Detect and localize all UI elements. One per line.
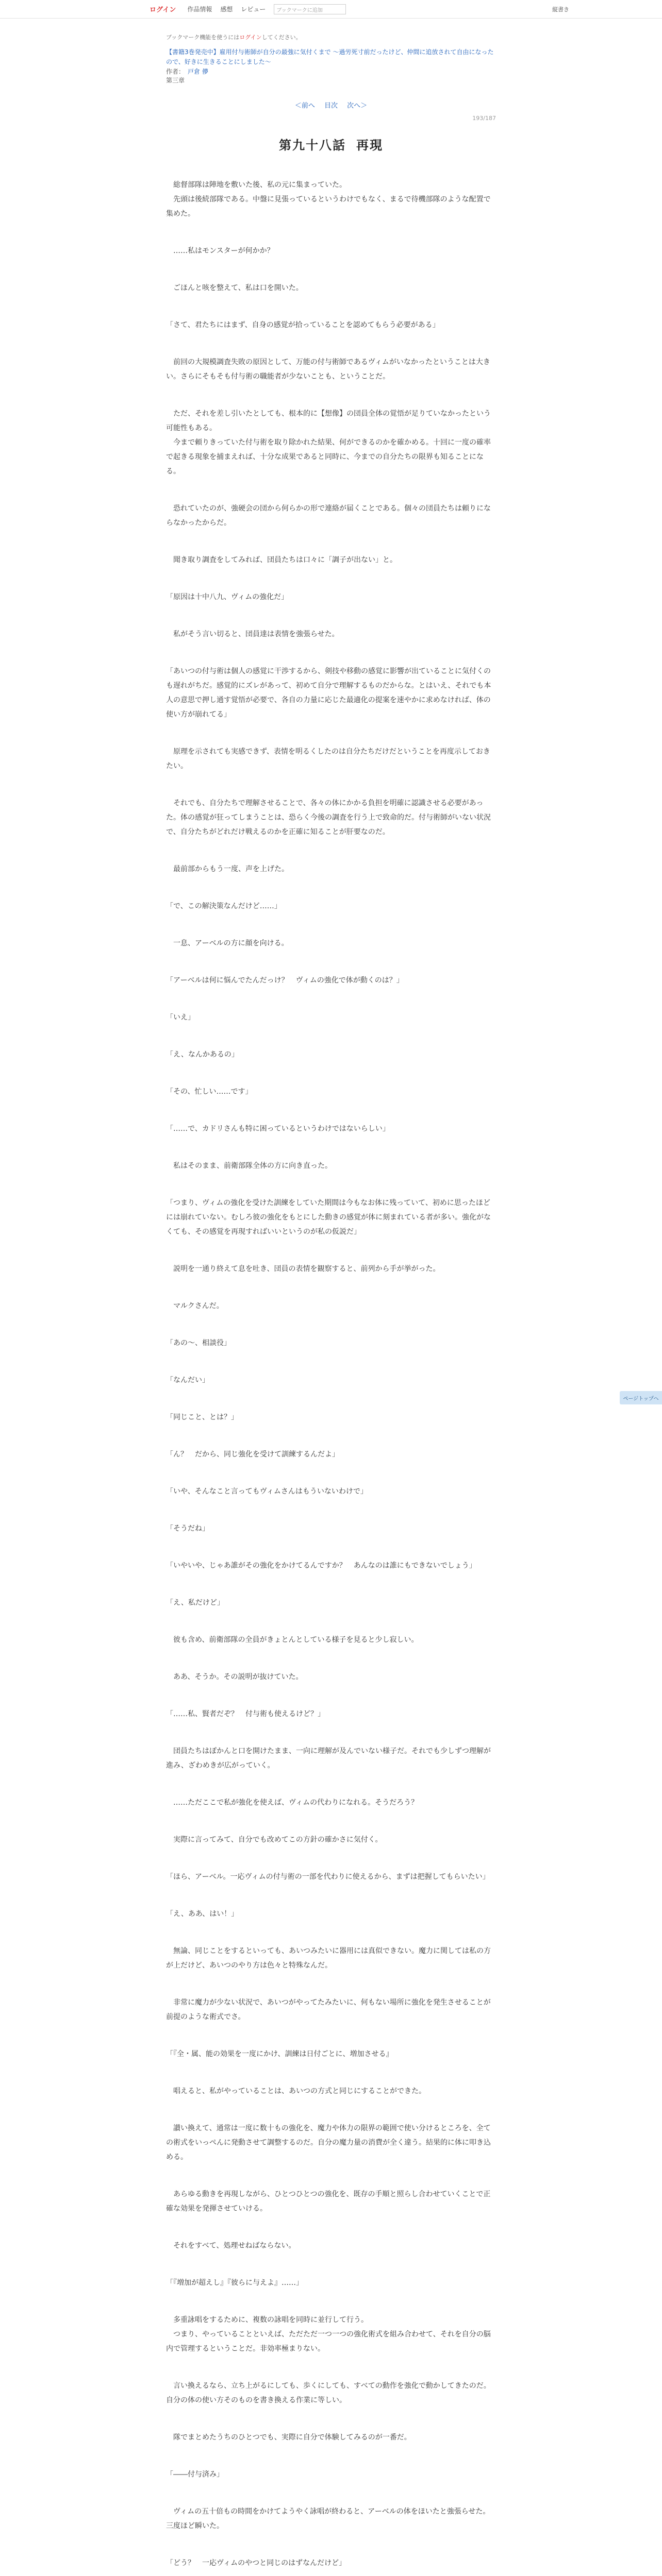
novel-paragraph: 「……私、賢者だぞ？ 付与術も使えるけど？」 xyxy=(166,1710,325,1719)
novel-paragraph: 「いえ」 xyxy=(166,1013,195,1022)
chapter-name: 再現 xyxy=(356,138,383,153)
next-link[interactable]: 次へ＞ xyxy=(347,102,368,110)
novel-paragraph: 説明を一通り終えて息を吐き、団員の表情を観察すると、前列から手が挙がった。 xyxy=(166,1265,440,1274)
novel-paragraph: 「その、忙しい……です」 xyxy=(166,1088,253,1096)
novel-paragraph: 原理を示されても実感できず、表情を明るくしたのは自分たちだけだということを再度示しておきたい。 xyxy=(166,748,490,771)
chapter-title xyxy=(166,135,496,153)
novel-paragraph: 「――付与済み」 xyxy=(166,2470,224,2479)
author-label: 作者： xyxy=(166,68,185,76)
novel-paragraph: それでも、自分たちで理解させることで、各々の体にかかる負担を明確に認識させる必要があった。体の感覚が狂ってしまうことは、恐らく今後の調査を行う上で致命的だ。付与術師がいない状況で、自分たちがどれだけ戦えるのかを正確に知ることが肝要なのだ。 xyxy=(166,799,491,837)
pager-top xyxy=(166,100,496,110)
novel-paragraph: 私はそのまま、前衛部隊全体の方に向き直った。 xyxy=(166,1162,332,1171)
novel-paragraph: それをすべて、処理せねばならない。 xyxy=(166,2242,296,2250)
main-content xyxy=(166,19,496,2576)
novel-paragraph: 「原因は十中八九、ヴィムの強化だ」 xyxy=(166,593,289,602)
novel-paragraph: 讃い換えて、通常は一度に数十もの強化を、魔力や体力の限界の範囲で使い分けるところを、全ての術式をいっぺんに発動させて調整するのだ。自分の魔力量の消費が全く違う。結果的に体に叩き込める。 xyxy=(166,2124,491,2162)
author-link[interactable]: 戸倉 儚 xyxy=(188,68,208,76)
notice-login-link[interactable]: ログイン xyxy=(239,34,262,41)
prev-link[interactable]: ＜前へ xyxy=(294,102,315,110)
novel-paragraph: 「いやいや、じゃあ誰がその強化をかけてるんですか？ あんなのは誰にもできないでしょう」 xyxy=(166,1562,476,1570)
novel-paragraph: 「さて、君たちにはまず、自身の感覚が拾っていることを認めてもらう必要がある」 xyxy=(166,321,440,330)
novel-paragraph: 彼も含め、前衛部隊の全員がきょとんとしている様子を見ると少し寂しい。 xyxy=(166,1636,419,1645)
novel-paragraph: 「え、なんかあるの」 xyxy=(166,1050,239,1059)
series-title[interactable]: 【書籍3巻発売中】雇用付与術師が自分の最強に気付くまで 〜過労死寸前だったけど、仲間に追放されて自由になったので、好きに生きることにしました〜 xyxy=(166,48,494,66)
novel-paragraph: 「あの～、相談役」 xyxy=(166,1339,231,1348)
novel-paragraph: ……私はモンスターが何かか？ xyxy=(166,247,274,256)
novel-paragraph: 団員たちはぽかんと口を開けたまま、一向に理解が及んでいない様子だ。それでも少しずつ理解が進み、ざわめきが広がっていく。 xyxy=(166,1747,491,1770)
novel-paragraph: 「アーベルは何に悩んでたんだっけ？ ヴィムの強化で体が動くのは？」 xyxy=(166,976,404,985)
novel-paragraph: 「いや、そんなこと言ってもヴィムさんはもういないわけで」 xyxy=(166,1487,368,1496)
novel-paragraph: 言い換えるなら、立ち上がるにしても、歩くにしても、すべての動作を強化で動かしてきたのだ。自分の体の使い方そのものを書き換える作業に等しい。 xyxy=(166,2382,491,2405)
novel-paragraph: 聞き取り調査をしてみれば、団員たちは口々に「調子が出ない」と。 xyxy=(166,556,397,565)
novel-paragraph: ああ、そうか。その説明が抜けていた。 xyxy=(166,1673,303,1682)
novel-paragraph: 「どう？ 一応ヴィムのやつと同じのはずなんだけど」 xyxy=(166,2559,346,2568)
novel-paragraph: 前回の大規模調査失敗の原因として、万能の付与術師であるヴィムがいなかったということは大きい。さらにそもそも付与術の職能者が少ないことも、ということだ。 xyxy=(166,358,490,381)
top-nav-bar xyxy=(0,0,662,19)
nav-reviews[interactable]: レビュー xyxy=(241,6,266,13)
novel-paragraph: ごほんと咳を整えて、私は口を開いた。 xyxy=(166,284,303,293)
novel-paragraph: 「『全・属、能の効果を一度にかけ、訓練は日付ごとに、増加させる』 xyxy=(166,2050,393,2059)
novel-paragraph: 「つまり、ヴィムの強化を受けた訓練をしていた期間は今もなお体に残っていて、初めに思ったほどには崩れていない。むしろ彼の強化をもとにした動きの感覚が体に刻まれている者が多い。強化がなくても、その感覚を再現すればいいというのが私の仮説だ」 xyxy=(166,1199,491,1236)
novel-paragraph: 実際に言ってみて、自分でも改めてこの方針の確かさに気付く。 xyxy=(166,1836,383,1844)
chapter-number: 第九十八話 xyxy=(279,138,346,153)
novel-paragraph: 多重詠唱をするために、複数の詠唱を同時に並行して行う。 つまり、やっていることといえば、ただただ一つ一つの強化術式を組み合わせて、それを自分の脳内で管理するということだ。非効率極まりない。 xyxy=(166,2316,491,2353)
bookmark-add-box[interactable]: ブックマークに追加 xyxy=(274,4,346,14)
login-link[interactable]: ログイン xyxy=(150,6,176,14)
novel-paragraph: 総督部隊は陣地を敷いた後、私の元に集まっていた。 先頭は後続部隊である。中盤に見張っているというわけでもなく、まるで待機部隊のような配置で集めた。 xyxy=(166,181,491,218)
novel-paragraph: ただ、それを差し引いたとしても、根本的に【想像】の団員全体の覚悟が足りていなかったという可能性もある。 今まで頼りきっていた付与術を取り除かれた結果、何ができるのかを確かめる。十回に一度の確率で起きる現象を捕まえれば、十分な成果であると同時に、今までの自分たちの限界も知ることになる。 xyxy=(166,410,491,476)
novel-paragraph: 一息、アーベルの方に顔を向ける。 xyxy=(166,939,289,948)
vertical-reading-toggle[interactable]: 縦書き xyxy=(552,6,569,13)
novel-paragraph: 隊でまとめたうちのひとつでも、実際に自分で体験してみるのが一番だ。 xyxy=(166,2433,411,2442)
novel-paragraph: 「あいつの付与術は個人の感覚に干渉するから、剣技や移動の感覚に影響が出ていることに気付くのも遅れがちだ。感覚的にズレがあって、初めて自分で理解するものだからな。とはいえ、それでも本人の意思で押し通す覚悟が必要で、各自の力量に応じた最適化の提案を速やかに求めなければ、体の使い方が崩れてる」 xyxy=(166,667,491,719)
bookmark-notice xyxy=(166,19,496,47)
novel-paragraph: 「『増加が超えし』『彼らに与えよ』……」 xyxy=(166,2279,303,2287)
episode-count: 193/187 xyxy=(472,115,496,122)
novel-paragraph: 「え、ああ、はい！」 xyxy=(166,1910,239,1919)
novel-paragraph: 「え、私だけど」 xyxy=(166,1599,224,1607)
novel-paragraph: 「ほら、アーベル。一応ヴィムの付与術の一部を代わりに使えるから、まずは把握してもらいたい」 xyxy=(166,1873,490,1882)
novel-paragraph: 無論、同じことをするといっても、あいつみたいに器用には真似できない。魔力に関しては私の方が上だけど、あいつのやり方は色々と特殊なんだ。 xyxy=(166,1947,491,1970)
novel-paragraph: 最前部からもう一度、声を上げた。 xyxy=(166,865,289,874)
nav-work-info[interactable]: 作品情報 xyxy=(187,6,212,13)
novel-paragraph: ヴィムの五十倍もの時間をかけてようやく詠唱が終わると、アーベルの体をほいたと強張らせた。三度ほど瞬いた。 xyxy=(166,2507,490,2531)
novel-paragraph: あらゆる動きを再現しながら、ひとつひとつの強化を、既存の手順と照らし合わせていくことで正確な効果を発揮させていける。 xyxy=(166,2190,491,2213)
author-line xyxy=(166,67,496,76)
novel-paragraph: 非常に魔力が少ない状況で、あいつがやってたみたいに、何もない場所に強化を発生させることが前提のような術式でさ。 xyxy=(166,1998,491,2022)
nav-comments[interactable]: 感想 xyxy=(220,6,233,13)
novel-paragraph: 私がそう言い切ると、団員達は表情を強張らせた。 xyxy=(166,630,339,639)
novel-paragraph: マルクさんだ。 xyxy=(166,1302,224,1311)
toc-link[interactable]: 目次 xyxy=(324,102,338,110)
novel-paragraph: 「同じこと、とは？」 xyxy=(166,1413,238,1422)
novel-paragraph: 「ん？ だから、同じ強化を受けて訓練するんだよ」 xyxy=(166,1450,339,1459)
novel-paragraph: 「そうだね」 xyxy=(166,1524,209,1533)
novel-paragraph: ……ただここで私が強化を使えば、ヴィムの代わりになれる。そうだろう？ xyxy=(166,1799,419,1807)
novel-paragraph: 「なんだい」 xyxy=(166,1376,209,1385)
section-name: 第三章 xyxy=(166,77,185,84)
novel-paragraph: 「……で、カドリさんも特に困っているというわけではないらしい」 xyxy=(166,1125,390,1133)
novel-paragraph: 唱えると、私がやっていることは、あいつの方式と同じにすることができた。 xyxy=(166,2087,426,2096)
notice-suffix: してください。 xyxy=(261,34,302,41)
novel-paragraph: 恐れていたのが、強硬会の団から何らかの形で連絡が届くことである。個々の団員たちは頼りにならなかったからだ。 xyxy=(166,504,491,528)
novel-body xyxy=(166,178,496,2576)
notice-prefix: ブックマーク機能を使うには xyxy=(166,34,240,41)
novel-paragraph: 「で、この解決策なんだけど……」 xyxy=(166,902,282,911)
page-top-button[interactable]: ページトップへ xyxy=(620,1391,662,1404)
